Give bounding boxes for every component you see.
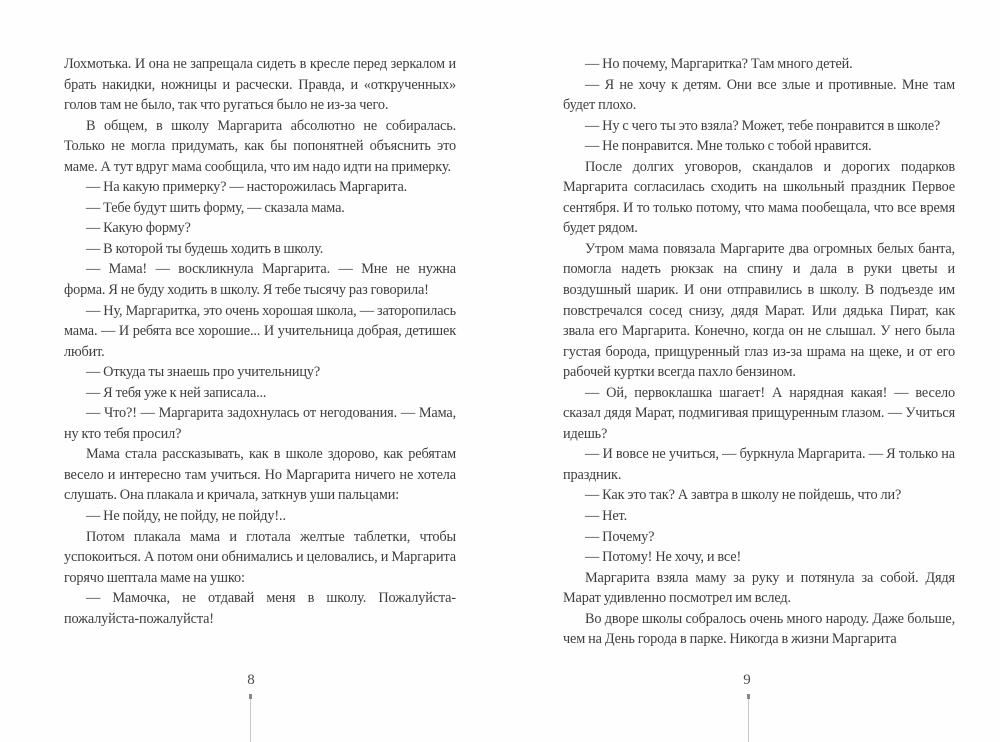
paragraph: — Нет.: [585, 508, 627, 525]
page-right-text: [563, 54, 955, 650]
paragraph: — Не понравится. Мне только с тобой нравится.: [585, 138, 872, 155]
paragraph: — Откуда ты знаешь про учительницу?: [86, 364, 321, 381]
fold-mark-left: [250, 697, 251, 742]
page-left: [64, 54, 456, 629]
paragraph: — Я не хочу к детям. Они все злые и противные. Мне там будет плохо.: [563, 76, 955, 114]
paragraph: — Какую форму?: [86, 220, 191, 237]
paragraph: — И вовсе не учиться, — буркнула Маргарита. — Я только на праздник.: [563, 446, 955, 483]
paragraph: Мама стала рассказывать, как в школе здорово, как ребятам весело и интересно там учиться. Но Маргарита ничего не хотела слушать. Она плакала и кричала, заткнув уши пальцами:: [64, 446, 456, 504]
paragraph: — Мама! — воскликнула Маргарита. — Мне не нужна форма. Я не буду ходить в школу. Я тебе тысячу раз говорила!: [64, 261, 456, 299]
paragraph: — Не пойду, не пойду, не пойду!..: [86, 508, 286, 525]
page-number-left: 8: [247, 672, 255, 688]
paragraph: — Что?! — Маргарита задохнулась от негодования. — Мама, ну кто тебя просил?: [64, 405, 456, 442]
paragraph: — Почему?: [585, 528, 655, 545]
paragraph: Потом плакала мама и глотала желтые таблетки, чтобы успокоиться. А потом они обнимались и целовались, и Маргарита горячо шептала маме на ушко:: [64, 528, 456, 586]
paragraph: — Но почему, Маргаритка? Там много детей.: [585, 56, 853, 72]
paragraph: Лохмотька. И она не запрещала сидеть в кресле перед зеркалом и брать накидки, ножницы и расчески. Правда, и «открученных» голов там не было, так что ругаться было не из-за чего.: [64, 56, 456, 114]
paragraph: — Как это так? А завтра в школу не пойдешь, что ли?: [585, 487, 902, 504]
fold-mark-right: [748, 697, 749, 742]
paragraph: — На какую примерку? — насторожилась Маргарита.: [86, 179, 408, 196]
paragraph: — Я тебя уже к ней записала...: [86, 384, 267, 401]
paragraph: — Ой, первоклашка шагает! А нарядная какая! — весело сказал дядя Марат, подмигивая прищуренным глазом. — Учиться идешь?: [563, 384, 955, 442]
paragraph: В общем, в школу Маргарита абсолютно не собиралась. Только не могла придумать, как бы попонятней объяснить это маме. А тут вдруг мама сообщила, что им надо идти на примерку.: [64, 117, 456, 175]
page-number-right: 9: [743, 672, 751, 688]
page-left-text: [64, 54, 456, 629]
paragraph: После долгих уговоров, скандалов и дорогих подарков Маргарита согласилась сходить на школьный праздник Первое сентября. И то только потому, что мама пообещала, что все время будет рядом.: [563, 158, 955, 237]
paragraph: — Ну, Маргаритка, это очень хорошая школа, — заторопилась мама. — И ребята все хорошие... И учительница добрая, детишек любит.: [64, 302, 456, 360]
paragraph: Утром мама повязала Маргарите два огромных белых банта, помогла надеть рюкзак на спину и дала в руки цветы и воздушный шарик. И они отправились в школу. В подъезде им повстречался сосед снизу, дядя Марат. Или дядька Пират, как звала его Маргарита. Конечно, когда он не слышал. У него была густая борода, прищуренный глаз из-за шрама на щеке, и от его рабочей куртки всегда пахло бензином.: [563, 240, 955, 381]
paragraph: — Ну с чего ты это взяла? Может, тебе понравится в школе?: [585, 117, 941, 134]
paragraph: — Потому! Не хочу, и все!: [585, 549, 742, 566]
page-right: [563, 54, 955, 650]
paragraph: — Тебе будут шить форму, — сказала мама.: [86, 199, 345, 216]
paragraph: — В которой ты будешь ходить в школу.: [86, 240, 324, 257]
paragraph: — Мамочка, не отдавай меня в школу. Пожалуйста-пожалуйста-пожалуйста!: [64, 590, 456, 627]
paragraph: Маргарита взяла маму за руку и потянула за собой. Дядя Марат удивленно посмотрел им вслед.: [563, 569, 955, 607]
paragraph: Во дворе школы собралось очень много народу. Даже больше, чем на День города в парке. Никогда в жизни Маргарита: [563, 610, 955, 648]
